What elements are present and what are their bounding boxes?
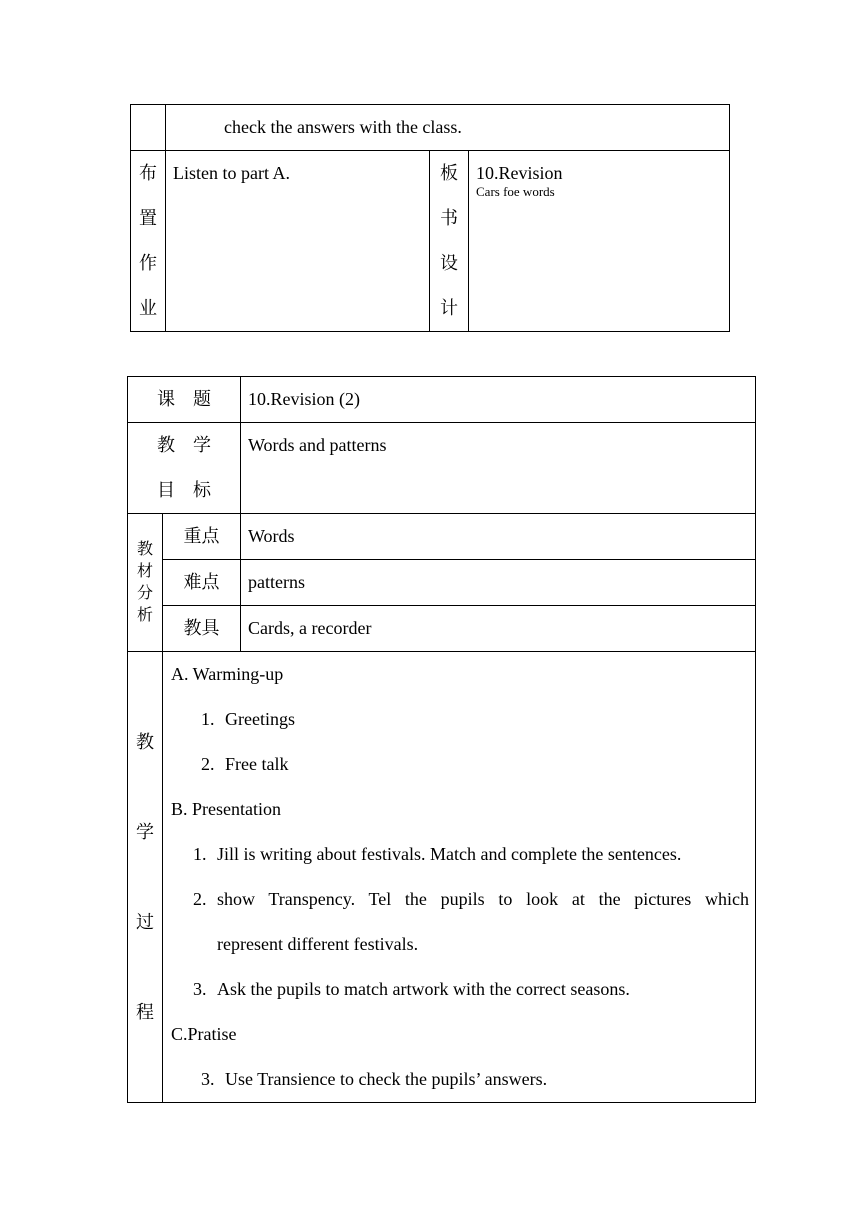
difficult-point-label: 难点: [163, 560, 241, 606]
section-c-title: C.Pratise: [171, 1024, 237, 1044]
board-design-content: [469, 151, 730, 332]
teaching-aids-value: Cards, a recorder: [248, 618, 372, 638]
lesson-plan-table: [127, 376, 756, 1103]
board-title: 10.Revision: [476, 163, 563, 183]
topic-label: 课 题: [128, 377, 241, 423]
list-item: 1. Jill is writing about festivals. Match and complete the sentences.: [193, 844, 682, 864]
topic-value: 10.Revision (2): [248, 389, 360, 409]
homework-text: Listen to part A.: [173, 163, 290, 183]
goal-value: Words and patterns: [248, 435, 387, 455]
homework-content: [166, 151, 430, 332]
topic-value-cell: [241, 377, 756, 423]
homework-label: 布 置 作 业: [131, 151, 166, 332]
teaching-aids-label: 教具: [163, 606, 241, 652]
list-item: 2. Free talk: [201, 754, 289, 774]
difficult-point-cell: [241, 560, 756, 606]
key-point-cell: [241, 514, 756, 560]
list-item: 3. Use Transience to check the pupils’ answers.: [201, 1069, 548, 1089]
teaching-process-content: [163, 652, 756, 1103]
board-note: Cars foe words: [476, 184, 555, 199]
empty-cell: [131, 105, 166, 151]
material-analysis-label: 教 材 分 析: [128, 514, 163, 652]
list-item-continuation: represent different festivals.: [217, 934, 419, 954]
key-point-value: Words: [248, 526, 295, 546]
homework-board-table: [130, 104, 730, 332]
check-answers-text: check the answers with the class.: [224, 117, 462, 137]
goal-value-cell: [241, 423, 756, 514]
list-item: 1. Greetings: [201, 709, 295, 729]
teaching-aids-cell: [241, 606, 756, 652]
list-item: 3. Ask the pupils to match artwork with the correct seasons.: [193, 979, 630, 999]
difficult-point-value: patterns: [248, 572, 305, 592]
board-design-label: 板 书 设 计: [430, 151, 469, 332]
teaching-process-label: 教 学 过 程: [128, 652, 163, 1103]
key-point-label: 重点: [163, 514, 241, 560]
section-a-title: A. Warming-up: [171, 664, 284, 684]
goal-label: 教 学 目 标: [128, 423, 241, 514]
list-item: 2. show Transpency. Tel the pupils to look at the pictures which: [193, 889, 749, 909]
check-answers-cell: [166, 105, 730, 151]
section-b-title: B. Presentation: [171, 799, 281, 819]
